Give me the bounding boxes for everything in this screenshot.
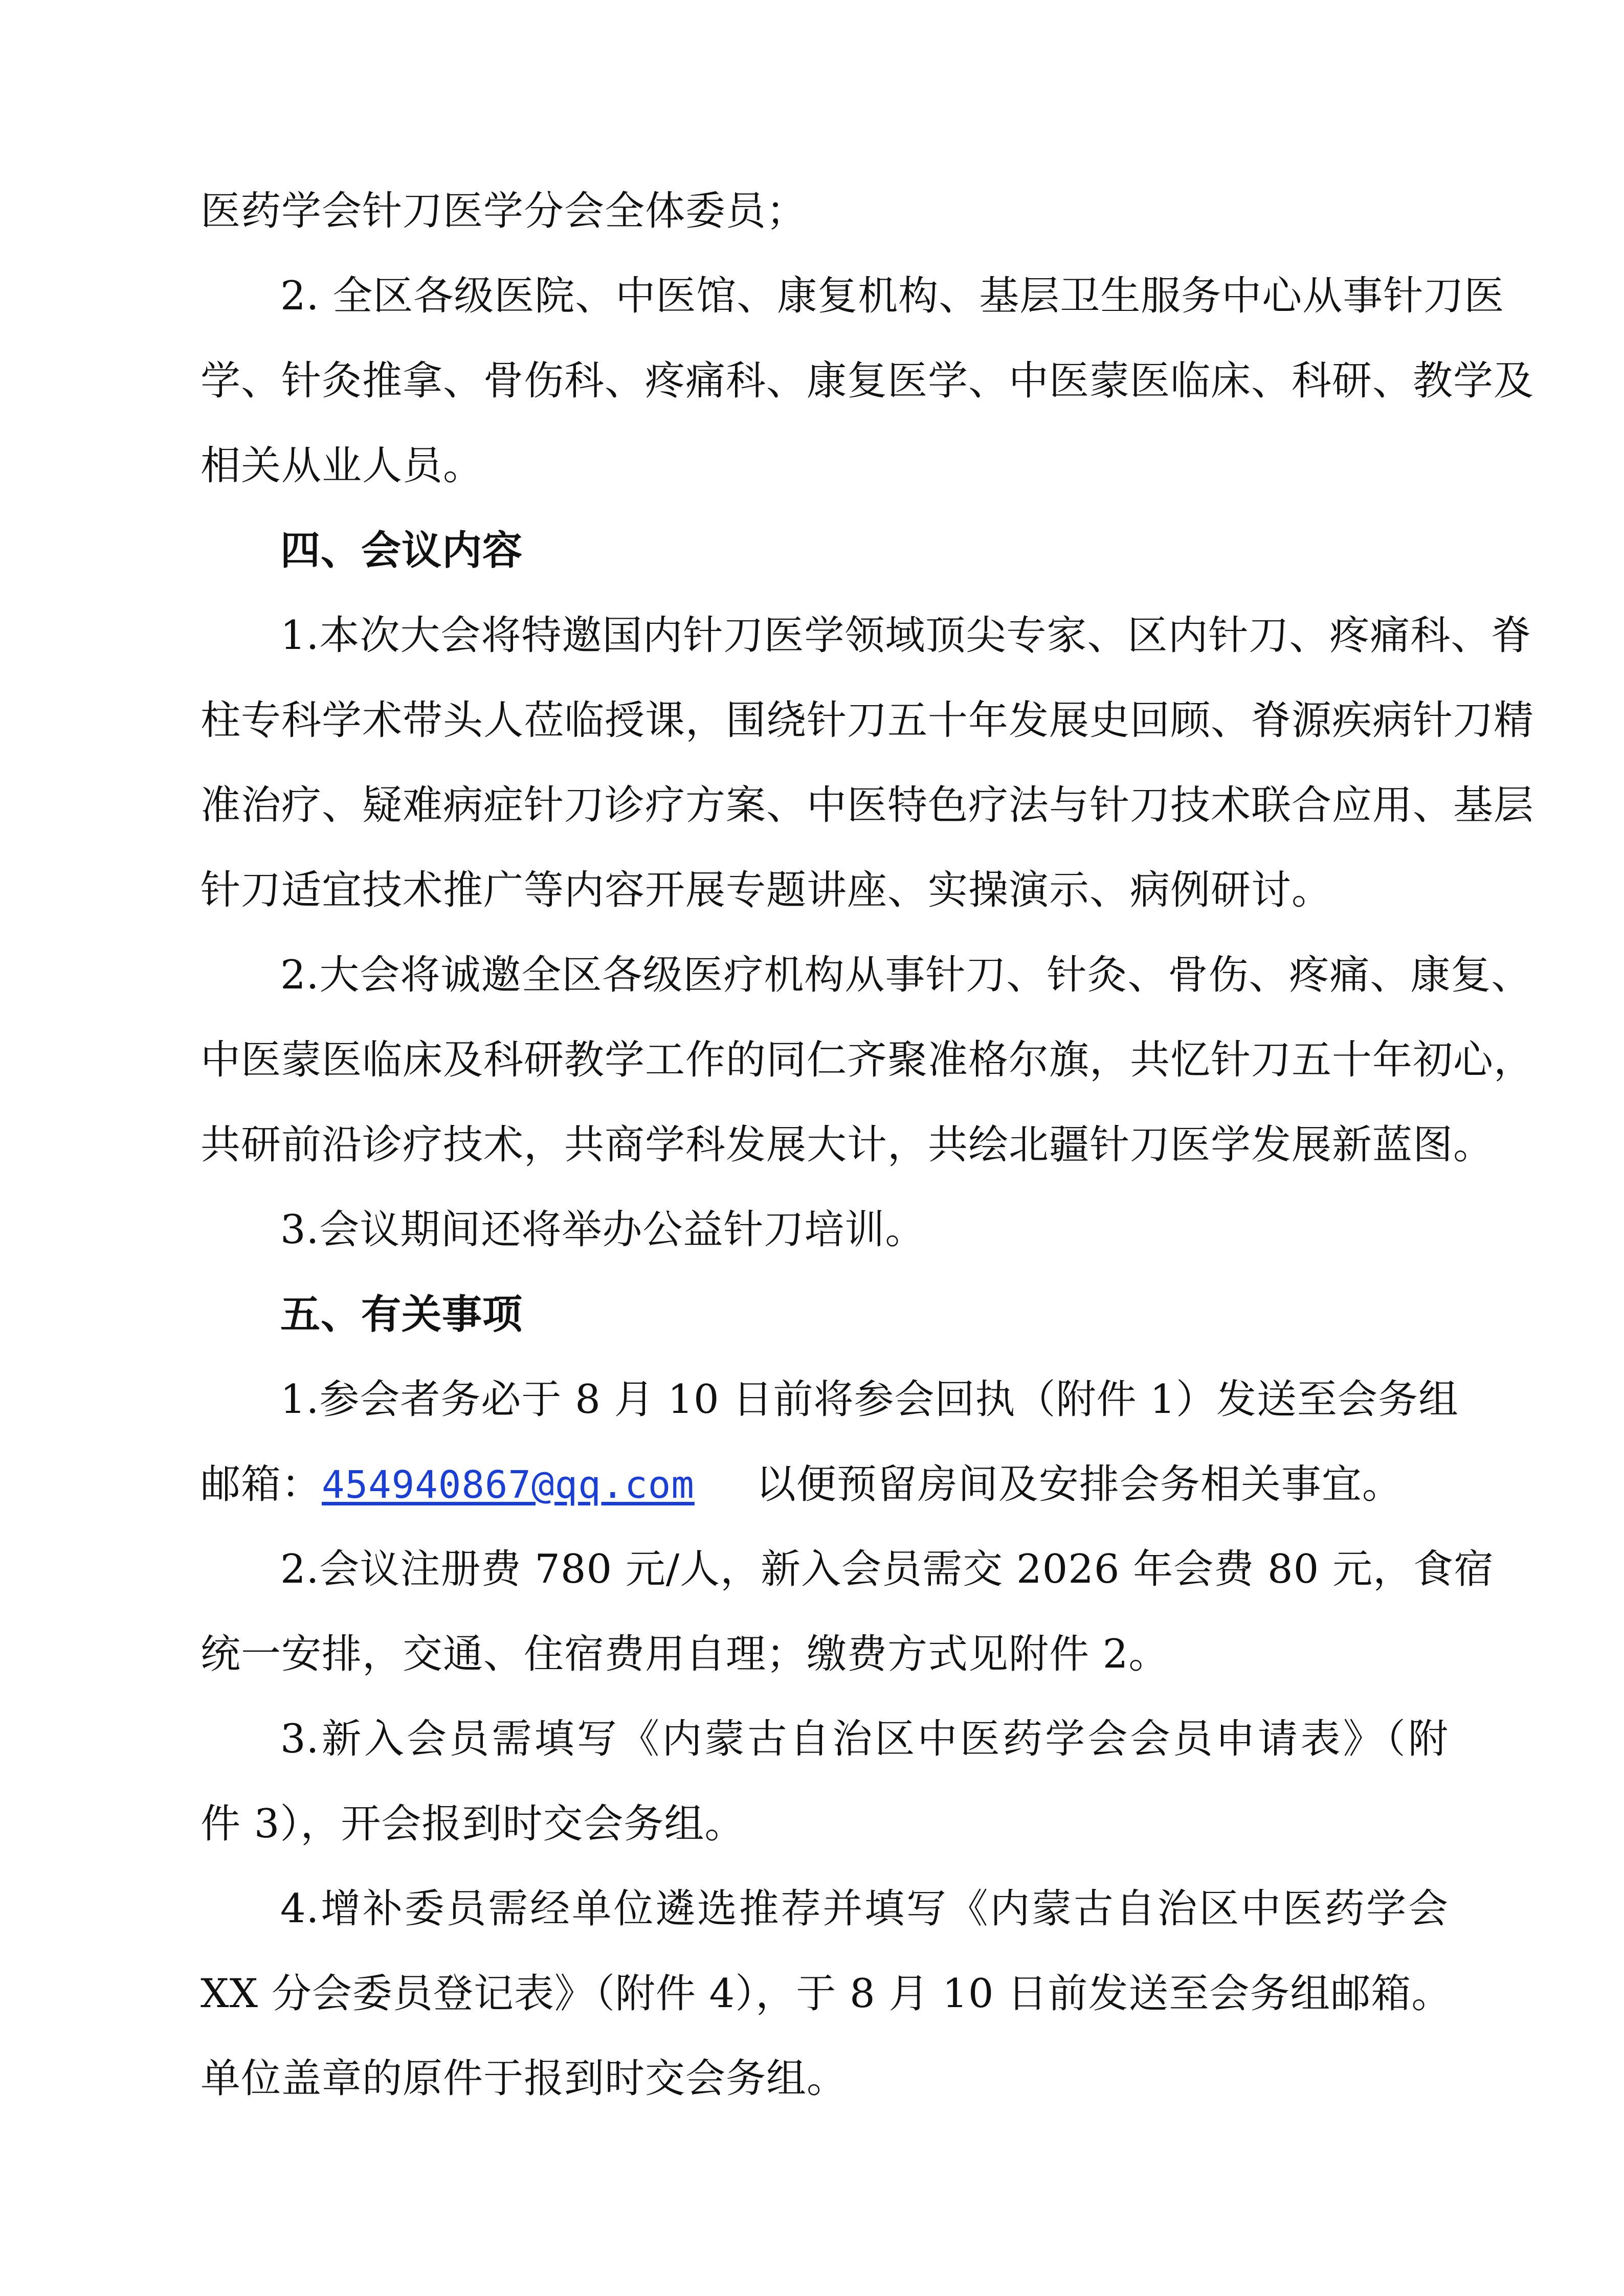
paragraph-line: 柱专科学术带头人莅临授课，围绕针刀五十年发展史回顾、脊源疾病针刀精 (201, 697, 1534, 744)
paragraph-line: 相关从业人员。 (201, 443, 484, 489)
email-link[interactable]: 454940867@qq.com (322, 1463, 695, 1507)
paragraph-line: 医药学会针刀医学分会全体委员； (201, 188, 807, 234)
paragraph-line: 统一安排，交通、住宿费用自理；缴费方式见附件 2。 (201, 1631, 1169, 1677)
paragraph-line: 准治疗、疑难病症针刀诊疗方案、中医特色疗法与针刀技术联合应用、基层 (201, 782, 1534, 828)
document-body (201, 169, 1534, 2121)
paragraph-line: 共研前沿诊疗技术，共商学科发展大计，共绘北疆针刀医学发展新蓝图。 (201, 1122, 1494, 1168)
paragraph-line: 中医蒙医临床及科研教学工作的同仁齐聚准格尔旗，共忆针刀五十年初心， (201, 1037, 1534, 1083)
section-heading-related-matters: 五、有关事项 (280, 1292, 523, 1338)
paragraph-line: 2.大会将诚邀全区各级医疗机构从事针刀、针灸、骨伤、疼痛、康复、 (280, 952, 1532, 998)
paragraph-line: 学、针灸推拿、骨伤科、疼痛科、康复医学、中医蒙医临床、科研、教学及 (201, 358, 1534, 404)
paragraph-line: 针刀适宜技术推广等内容开展专题讲座、实操演示、病例研讨。 (201, 867, 1332, 913)
email-note: 以便预留房间及安排会务相关事宜。 (755, 1461, 1403, 1507)
email-label: 邮箱： (201, 1461, 322, 1507)
paragraph-line: 单位盖章的原件于报到时交会务组。 (201, 2056, 848, 2102)
paragraph-line: 1.参会者务必于 8 月 10 日前将参会回执（附件 1）发送至会务组 (280, 1377, 1459, 1423)
paragraph-line: 2. 全区各级医院、中医馆、康复机构、基层卫生服务中心从事针刀医 (280, 273, 1505, 319)
paragraph-line: 件 3），开会报到时交会务组。 (201, 1801, 745, 1847)
paragraph-line: 4.增补委员需经单位遴选推荐并填写《内蒙古自治区中医药学会 (280, 1886, 1449, 1932)
paragraph-line: 3.会议期间还将举办公益针刀培训。 (280, 1207, 926, 1253)
paragraph-line-email (201, 1442, 1449, 1527)
paragraph-line: 2.会议注册费 780 元/人，新入会员需交 2026 年会费 80 元，食宿 (280, 1546, 1495, 1592)
section-heading-meeting-content: 四、会议内容 (280, 528, 523, 574)
paragraph-line: XX 分会委员登记表》（附件 4），于 8 月 10 日前发送至会务组邮箱。 (201, 1971, 1452, 2017)
paragraph-line: 3.新入会员需填写《内蒙古自治区中医药学会会员申请表》（附 (280, 1716, 1449, 1762)
paragraph-line: 1.本次大会将特邀国内针刀医学领域顶尖专家、区内针刀、疼痛科、脊 (280, 613, 1532, 659)
